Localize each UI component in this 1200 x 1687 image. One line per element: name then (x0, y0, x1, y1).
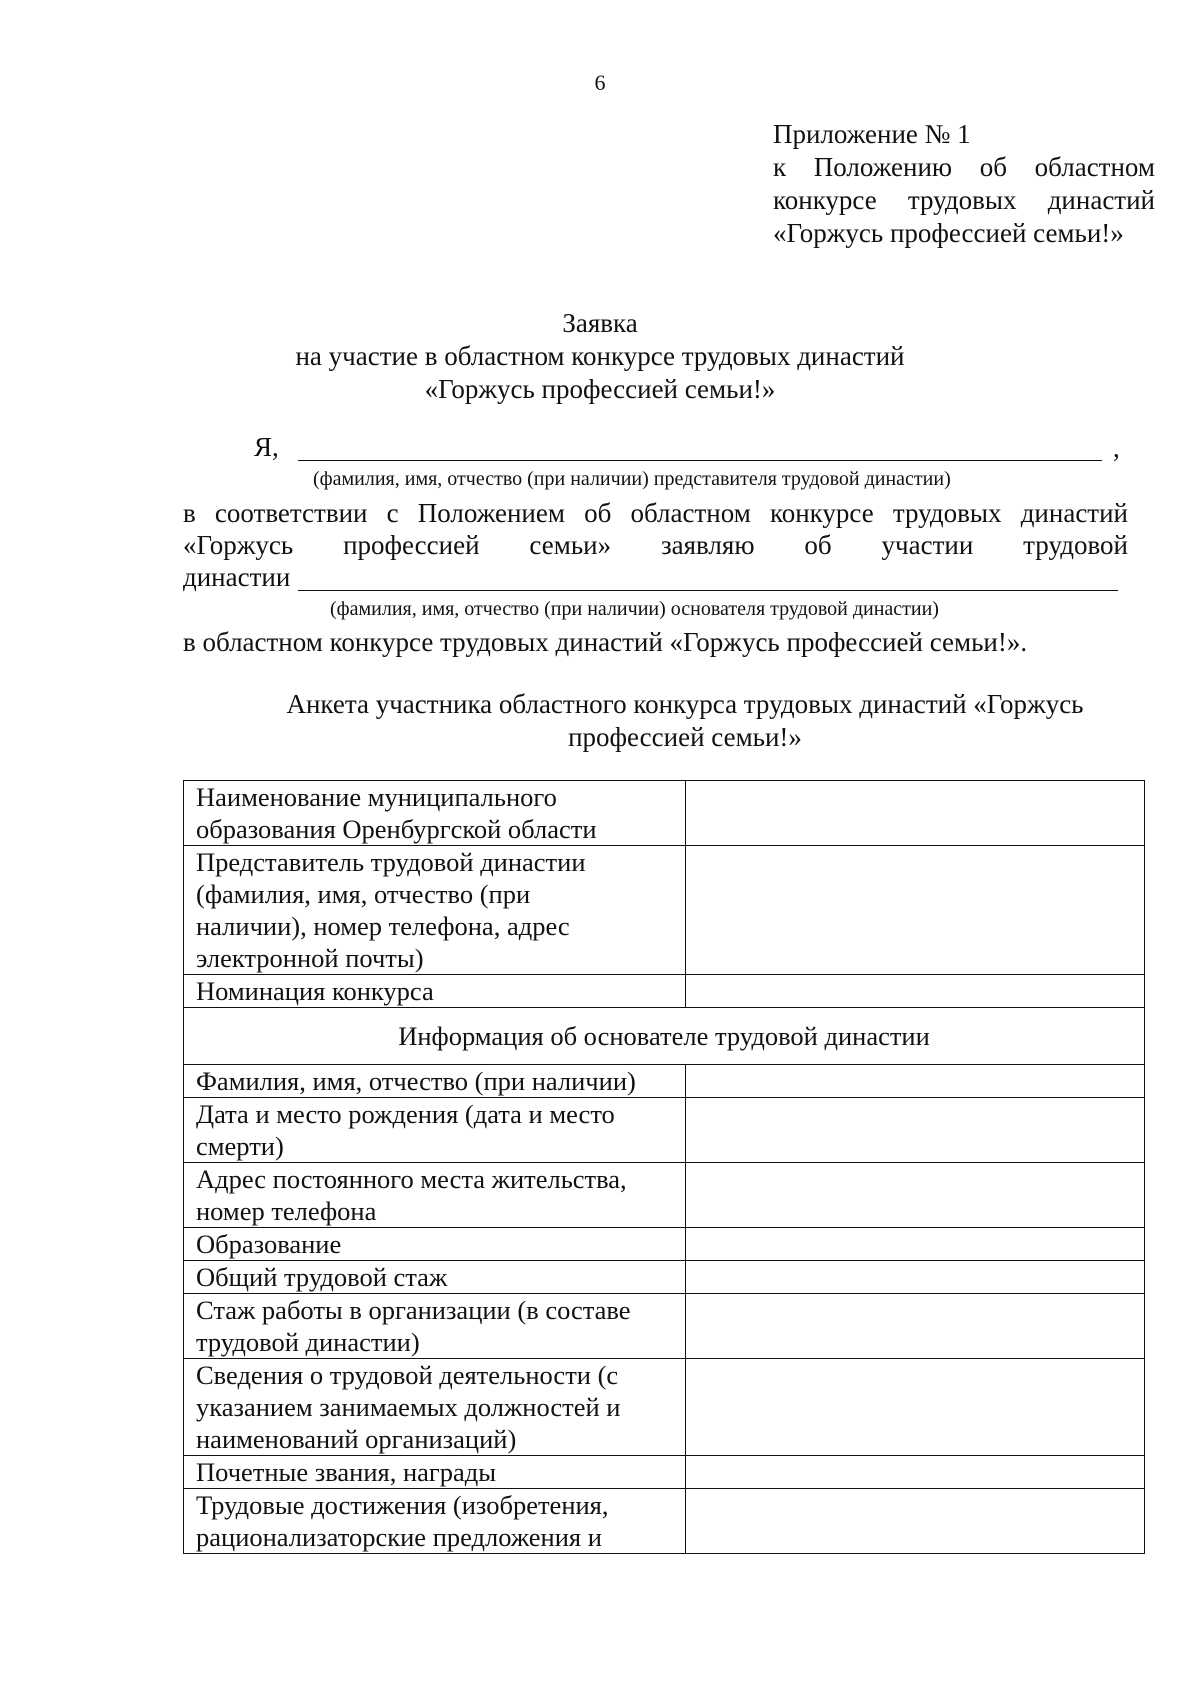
application-subtitle: на участие в областном конкурсе трудовых династий (295, 341, 905, 371)
questionnaire-table (183, 780, 1145, 1554)
field-label (184, 781, 686, 846)
field-label-line: Наименование муниципального (196, 782, 557, 812)
field-label (184, 975, 686, 1008)
field-label-line: Адрес постоянного места жительства, (196, 1164, 627, 1194)
field-label-line: Почетные звания, награды (196, 1457, 497, 1487)
table-row (184, 1456, 1145, 1489)
questionnaire-title (250, 688, 1120, 754)
field-label-line: номер телефона (196, 1196, 377, 1226)
section-header-row (184, 1008, 1145, 1065)
table-row (184, 1228, 1145, 1261)
statement-line: «Горжусь профессией семьи» заявляю об участии трудовой (183, 530, 1128, 560)
field-label (184, 846, 686, 975)
field-label-line: Образование (196, 1229, 342, 1259)
field-value-cell[interactable] (686, 1228, 1145, 1261)
application-title: Заявка (562, 308, 638, 338)
field-label (184, 1489, 686, 1554)
field-value-cell[interactable] (686, 1294, 1145, 1359)
field-value-cell[interactable] (686, 781, 1145, 846)
table-row (184, 1489, 1145, 1554)
field-value-cell[interactable] (686, 1163, 1145, 1228)
field-label-line: рационализаторские предложения и (196, 1522, 602, 1552)
representative-name-field[interactable] (298, 433, 1102, 461)
field-label-line: смерти) (196, 1131, 284, 1161)
founder-name-field[interactable] (298, 563, 1118, 591)
field-label (184, 1456, 686, 1489)
field-value-cell[interactable] (686, 1065, 1145, 1098)
field-label (184, 1228, 686, 1261)
field-label-line: Фамилия, имя, отчество (при наличии) (196, 1066, 636, 1096)
field-value-cell[interactable] (686, 1098, 1145, 1163)
field-value-cell[interactable] (686, 846, 1145, 975)
appendix-line: «Горжусь профессией семьи!» (773, 218, 1124, 248)
field-label-line: Номинация конкурса (196, 976, 434, 1006)
representative-caption: (фамилия, имя, отчество (при наличии) представителя трудовой династии) (313, 468, 951, 490)
table-row (184, 781, 1145, 846)
field-label-line: указанием занимаемых должностей и (196, 1392, 621, 1422)
field-label-line: (фамилия, имя, отчество (при (196, 879, 531, 909)
field-label-line: электронной почты) (196, 943, 424, 973)
application-title-block (0, 307, 1200, 406)
appendix-line: Приложение № 1 (773, 119, 971, 149)
statement-line: в соответствии с Положением об областном конкурсе трудовых династий (183, 498, 1128, 528)
table-row (184, 1163, 1145, 1228)
field-label-line: Общий трудовой стаж (196, 1262, 448, 1292)
field-value-cell[interactable] (686, 1489, 1145, 1554)
table-row (184, 1359, 1145, 1456)
field-label-line: наличии), номер телефона, адрес (196, 911, 570, 941)
field-label (184, 1163, 686, 1228)
field-label-line: Сведения о трудовой деятельности (с (196, 1360, 619, 1390)
field-label (184, 1098, 686, 1163)
table-row (184, 1098, 1145, 1163)
field-label-line: трудовой династии) (196, 1327, 420, 1357)
questionnaire-title-line: профессией семьи!» (568, 722, 802, 752)
table-row (184, 1261, 1145, 1294)
statement-line: династии (183, 562, 291, 592)
statement-line: в областном конкурсе трудовых династий «Горжусь профессией семьи!». (183, 627, 1028, 657)
application-subtitle: «Горжусь профессией семьи!» (424, 374, 776, 404)
field-value-cell[interactable] (686, 1261, 1145, 1294)
table-row (184, 846, 1145, 975)
section-header: Информация об основателе трудовой династии (184, 1008, 1145, 1065)
field-label (184, 1065, 686, 1098)
questionnaire-title-line: Анкета участника областного конкурса трудовых династий «Горжусь (286, 689, 1084, 719)
field-label-line: образования Оренбургской области (196, 814, 597, 844)
appendix-line: конкурсе трудовых династий (773, 185, 1155, 215)
field-label-line: Представитель трудовой династии (196, 847, 586, 877)
field-label (184, 1261, 686, 1294)
page-number: 6 (594, 70, 606, 95)
table-row (184, 1065, 1145, 1098)
ya-label: Я, (254, 432, 279, 462)
table-row (184, 1294, 1145, 1359)
founder-caption: (фамилия, имя, отчество (при наличии) основателя трудовой династии) (330, 598, 939, 620)
table-row (184, 975, 1145, 1008)
field-value-cell[interactable] (686, 1456, 1145, 1489)
field-label-line: Дата и место рождения (дата и место (196, 1099, 615, 1129)
appendix-header (773, 118, 1155, 250)
field-label (184, 1359, 686, 1456)
field-label-line: Стаж работы в организации (в составе (196, 1295, 631, 1325)
field-label-line: Трудовые достижения (изобретения, (196, 1490, 609, 1520)
field-label-line: наименований организаций) (196, 1424, 517, 1454)
field-value-cell[interactable] (686, 1359, 1145, 1456)
field-value-cell[interactable] (686, 975, 1145, 1008)
appendix-line: к Положению об областном (773, 152, 1155, 182)
field-label (184, 1294, 686, 1359)
comma: , (1113, 433, 1120, 463)
